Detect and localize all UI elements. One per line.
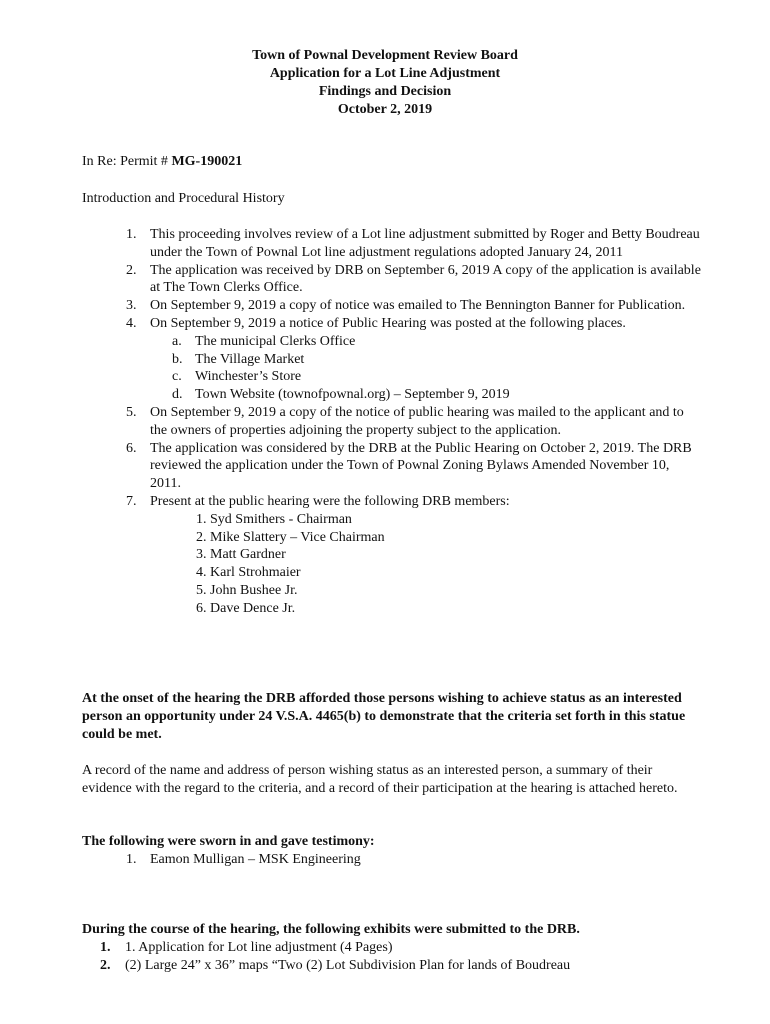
posting-place: b. The Village Market [172,351,305,367]
list-item: 7. Present at the public hearing were the following DRB members: [126,493,510,509]
onset-paragraph: At the onset of the hearing the DRB afforded those persons wishing to achieve status as an interested person an opportunity under 24 V.S.A. 4465(b) to demonstrate that the criteria set forth in this statue could be met. [82,691,686,742]
list-item: 2. The application was received by DRB on September 6, 2019 A copy of the application is available at The Town Clerks Office. [126,262,701,296]
posting-place: c. Winchester’s Store [172,369,302,385]
record-paragraph: A record of the name and address of person wishing status as an interested person, a summary of their evidence with the regard to the criteria, and a record of their participation at the hearing is attached hereto. [82,763,678,796]
sworn-heading: The following were sworn in and gave testimony: [82,834,375,849]
board-member: 1. Syd Smithers - Chairman [196,511,352,527]
exhibits-heading: During the course of the hearing, the following exhibits were submitted to the DRB. [82,922,580,937]
document-header [0,47,770,119]
list-item: 5. On September 9, 2019 a copy of the notice of public hearing was mailed to the applicant and to the owners of properties adjoining the property subject to the application. [126,404,684,438]
list-item: 6. The application was considered by the DRB at the Public Hearing on October 2, 2019. The DRB reviewed the application under the Town of Pownal Zoning Bylaws Amended November 10, 2011. [126,440,692,492]
list-item: 4. On September 9, 2019 a notice of Public Hearing was posted at the following places. [126,315,626,331]
posting-place: d. Town Website (townofpownal.org) – September 9, 2019 [172,387,510,403]
permit-reference [82,153,702,171]
permit-prefix: In Re: Permit # [82,154,172,169]
intro-heading: Introduction and Procedural History [82,191,285,206]
list-item: 1. This proceeding involves review of a Lot line adjustment submitted by Roger and Betty Boudreau under the Town of Pownal Lot line adjustment regulations adopted January 24, 2011 [126,227,700,260]
findings-title: Findings and Decision [318,84,452,99]
exhibits-list [82,939,702,975]
procedural-history-list [82,226,702,618]
board-member: 2. Mike Slattery – Vice Chairman [196,529,385,545]
board-member: 3. Matt Gardner [196,547,286,563]
board-member: 5. John Bushee Jr. [196,582,298,598]
board-name: Town of Pownal Development Review Board [252,48,518,63]
sworn-list [82,851,702,869]
permit-number: MG-190021 [171,154,243,169]
application-title: Application for a Lot Line Adjustment [269,66,501,81]
list-item: 1. 1. Application for Lot line adjustment (4 Pages) [100,940,393,955]
board-member: 6. Dave Dence Jr. [196,600,296,616]
list-item: 3. On September 9, 2019 a copy of notice was emailed to The Bennington Banner for Publication. [126,298,686,314]
list-item: 2. (2) Large 24” x 36” maps “Two (2) Lot Subdivision Plan for lands of Boudreau [100,957,571,973]
board-member: 4. Karl Strohmaier [196,565,301,581]
decision-date: October 2, 2019 [337,102,433,117]
list-item: 1. Eamon Mulligan – MSK Engineering [126,852,361,867]
posting-place: a. The municipal Clerks Office [172,333,356,349]
